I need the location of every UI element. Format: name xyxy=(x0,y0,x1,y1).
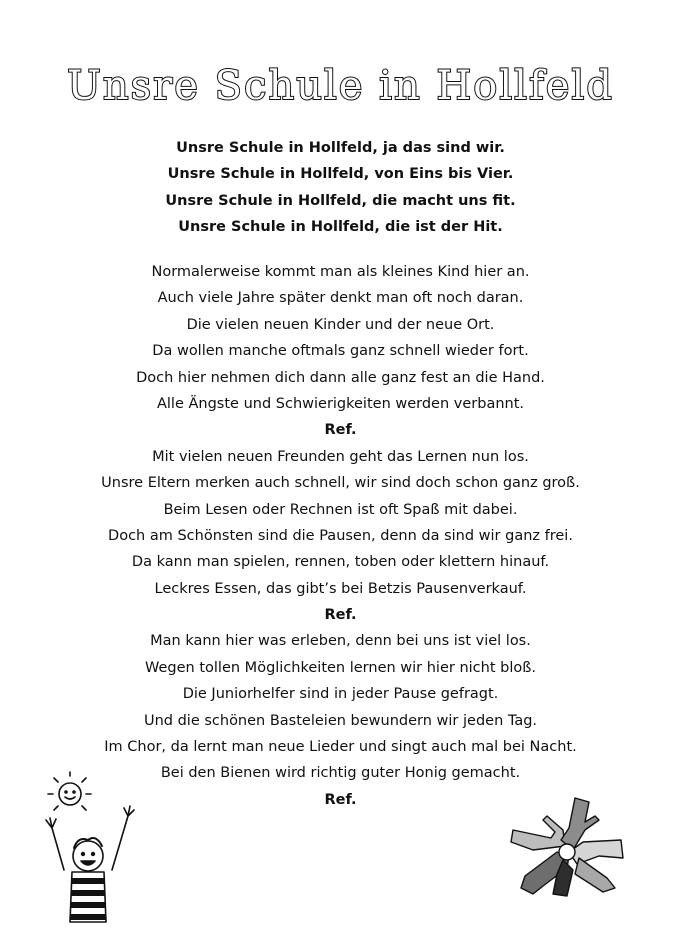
verse-line: Im Chor, da lernt man neue Lieder und singt auch mal bei Nacht. xyxy=(104,739,577,756)
verse-line: Da kann man spielen, rennen, toben oder klettern hinauf. xyxy=(131,554,550,571)
verse-line: Doch am Schönsten sind die Pausen, denn da sind wir ganz frei. xyxy=(108,527,573,544)
verse-line: Alle Ängste und Schwierigkeiten werden verbannt. xyxy=(156,395,525,412)
verse-line: Wegen tollen Möglichkeiten lernen wir hier nicht bloß. xyxy=(145,659,536,676)
verse-line: Doch hier nehmen dich dann alle ganz fest an die Hand. xyxy=(136,369,545,386)
chorus-line: Unsre Schule in Hollfeld, ja das sind wir. xyxy=(176,140,505,156)
verse-line: Beim Lesen oder Rechnen ist oft Spaß mit dabei. xyxy=(163,501,518,518)
sun-and-cheering-child-icon xyxy=(38,770,138,930)
verse-line: Bei den Bienen wird richtig guter Honig gemacht. xyxy=(160,765,521,782)
stacked-hands-icon xyxy=(503,790,628,900)
verse-line: Auch viele Jahre später denkt man oft noch daran. xyxy=(157,290,524,307)
verse-line: Die Juniorhelfer sind in jeder Pause gefragt. xyxy=(182,686,499,703)
chorus-line: Unsre Schule in Hollfeld, die ist der Hit. xyxy=(178,219,503,236)
chorus-block xyxy=(0,135,681,241)
verse-line: Leckres Essen, das gibt’s bei Betzis Pausenverkauf. xyxy=(154,580,527,597)
verse-line: Man kann hier was erleben, denn bei uns ist viel los. xyxy=(150,633,531,650)
refrain-marker: Ref. xyxy=(324,607,357,624)
verse-line: Die vielen neuen Kinder und der neue Ort. xyxy=(186,316,495,333)
verse-line: Unsre Eltern merken auch schnell, wir sind doch schon ganz groß. xyxy=(101,475,580,492)
chorus-line: Unsre Schule in Hollfeld, von Eins bis Vier. xyxy=(167,166,514,183)
refrain-marker: Ref. xyxy=(324,791,357,808)
verse-line: Und die schönen Basteleien bewundern wir jeden Tag. xyxy=(143,712,538,729)
page-title: Unsre Schule in Hollfeld xyxy=(67,63,614,109)
verse-line: Normalerweise kommt man als kleines Kind hier an. xyxy=(151,264,530,280)
refrain-marker: Ref. xyxy=(324,422,357,439)
verse-line: Da wollen manche oftmals ganz schnell wieder fort. xyxy=(152,343,529,360)
chorus-line: Unsre Schule in Hollfeld, die macht uns fit. xyxy=(165,192,516,209)
verse-line: Mit vielen neuen Freunden geht das Lernen nun los. xyxy=(152,448,529,465)
verses-block xyxy=(0,259,681,813)
